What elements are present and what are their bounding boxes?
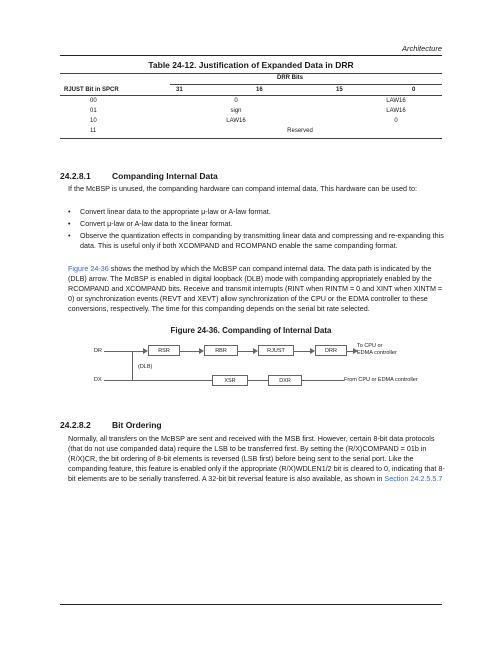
rsr-box: RSR: [148, 345, 180, 356]
table-header-rule: [60, 95, 442, 96]
intro-paragraph: If the McBSP is unused, the companding hardware can compand internal data. This hardware can be used to:: [68, 184, 417, 193]
drr-box: DRR: [315, 345, 347, 356]
table-top-rule: [60, 73, 442, 74]
table-cell: 00: [90, 98, 97, 104]
section-heading: [60, 171, 218, 181]
table-col-header: 16: [256, 87, 263, 93]
bullet-text: Convert linear data to the appropriate μ-law or A-law format.: [80, 207, 271, 216]
table-col-header: 0: [412, 87, 416, 93]
section-link[interactable]: Section 24.2.5.5.7: [384, 474, 443, 483]
table-group-header: DRR Bits: [276, 75, 303, 81]
section-number: 24.2.8.1: [60, 171, 91, 181]
table-col-header: 31: [176, 87, 183, 93]
table-cell: LAW16: [386, 108, 406, 114]
table-cell: 10: [90, 118, 97, 124]
table-cell: sign: [230, 108, 242, 114]
bullet-item: • Convert linear data to the appropriate μ-law or A-law format.: [68, 207, 271, 216]
bullet-text: Convert μ-law or A-law data to the linear format.: [80, 219, 233, 228]
figure-title: Figure 24-36. Companding of Internal Data: [170, 326, 332, 335]
section-title: Bit Ordering: [112, 420, 162, 430]
bullet-item: • Convert μ-law or A-law data to the linear format.: [68, 219, 233, 228]
xsr-box: XSR: [212, 375, 248, 386]
paragraph-text: shows the method by which the McBSP can compand internal data. The data path is indicated by the (DLB) arrow. The McBSP is enabled in digital loopback (DLB) mode with companding appropriately enabled by the RCOMPAND and XCOMPAND bits. Receive and transmit interrupts (RINT when RINTM = 0 and XINT when XINTM = 0) or synchronization events (REVT and XEVT) allow synchronization of the CPU or the EDMA controller to these conversions, respectively. The time for this companding depends on the serial bit rate selected.: [68, 264, 443, 313]
bullet-item: • Observe the quantization effects in companding by transmitting linear data and compressing and re-expanding this data. This is useful only if both XCOMPAND and RCOMPAND enable the same companding format.: [68, 231, 444, 250]
table-group-rule: [170, 84, 442, 85]
running-header: Architecture: [401, 44, 442, 53]
footer-rule: [60, 604, 442, 605]
to-cpu-label: [357, 343, 397, 357]
dr-label: DR: [94, 348, 102, 354]
table-title: Table 24-12. Justification of Expanded Data in DRR: [148, 60, 354, 70]
table-bottom-rule: [60, 138, 442, 139]
table-cell: 11: [90, 128, 97, 134]
table-cell: 0: [234, 98, 238, 104]
table-col-header: 15: [336, 87, 343, 93]
table-col-header: RJUST Bit in SPCR: [64, 87, 119, 93]
dr-wire: [104, 351, 146, 352]
dx-wire: [104, 380, 212, 381]
table-cell: 01: [90, 108, 97, 114]
paragraph-text: Normally, all transfers on the McBSP are sent and received with the MSB first. However, certain 8-bit data protocols (that do not use companded data) require the LSB to be transferred first. By setting the (R/X)COMPAND = 01b in (R/X)CR, the bit ordering of 8-bit elements is reversed (LSB first) before being sent to the serial port. Like the companding feature, this feature is enabled only if the appropriate (R/X)WDLEN1/2 bit is cleared to 0, indicating that 8-bit elements are to be serially transferred. A 32-bit bit reversal feature is also available, as shown in: [68, 434, 445, 483]
section-title: Companding Internal Data: [112, 171, 218, 181]
dxr-box: DXR: [268, 375, 302, 386]
rbr-box: RBR: [204, 345, 238, 356]
figure-link[interactable]: Figure 24-36: [68, 264, 109, 273]
dlb-label: (DLB): [138, 364, 153, 370]
table-cell: LAW16: [226, 118, 246, 124]
table-cell: LAW16: [386, 98, 406, 104]
table-cell: 0: [394, 118, 398, 124]
rjust-box: RJUST: [258, 345, 294, 356]
section-heading: [60, 420, 162, 430]
to-cpu-line: EDMA controller: [357, 350, 397, 356]
dlb-loop-wire: [132, 351, 133, 380]
from-cpu-label: From CPU or EDMA controller: [344, 377, 418, 383]
figure-description-paragraph: [68, 264, 448, 314]
to-cpu-line: To CPU or: [357, 343, 383, 349]
xsr-dxr-wire: [248, 380, 268, 381]
table-cell: Reserved: [287, 128, 313, 134]
dx-label: DX: [94, 377, 102, 383]
header-rule: [60, 55, 442, 56]
dxr-in-wire: [302, 380, 344, 381]
section-number: 24.2.8.2: [60, 420, 91, 430]
bullet-text: Observe the quantization effects in companding by transmitting linear data and compressing and re-expanding this data. This is useful only if both XCOMPAND and RCOMPAND enable the same companding format.: [80, 231, 444, 250]
bit-ordering-paragraph: [68, 434, 448, 484]
